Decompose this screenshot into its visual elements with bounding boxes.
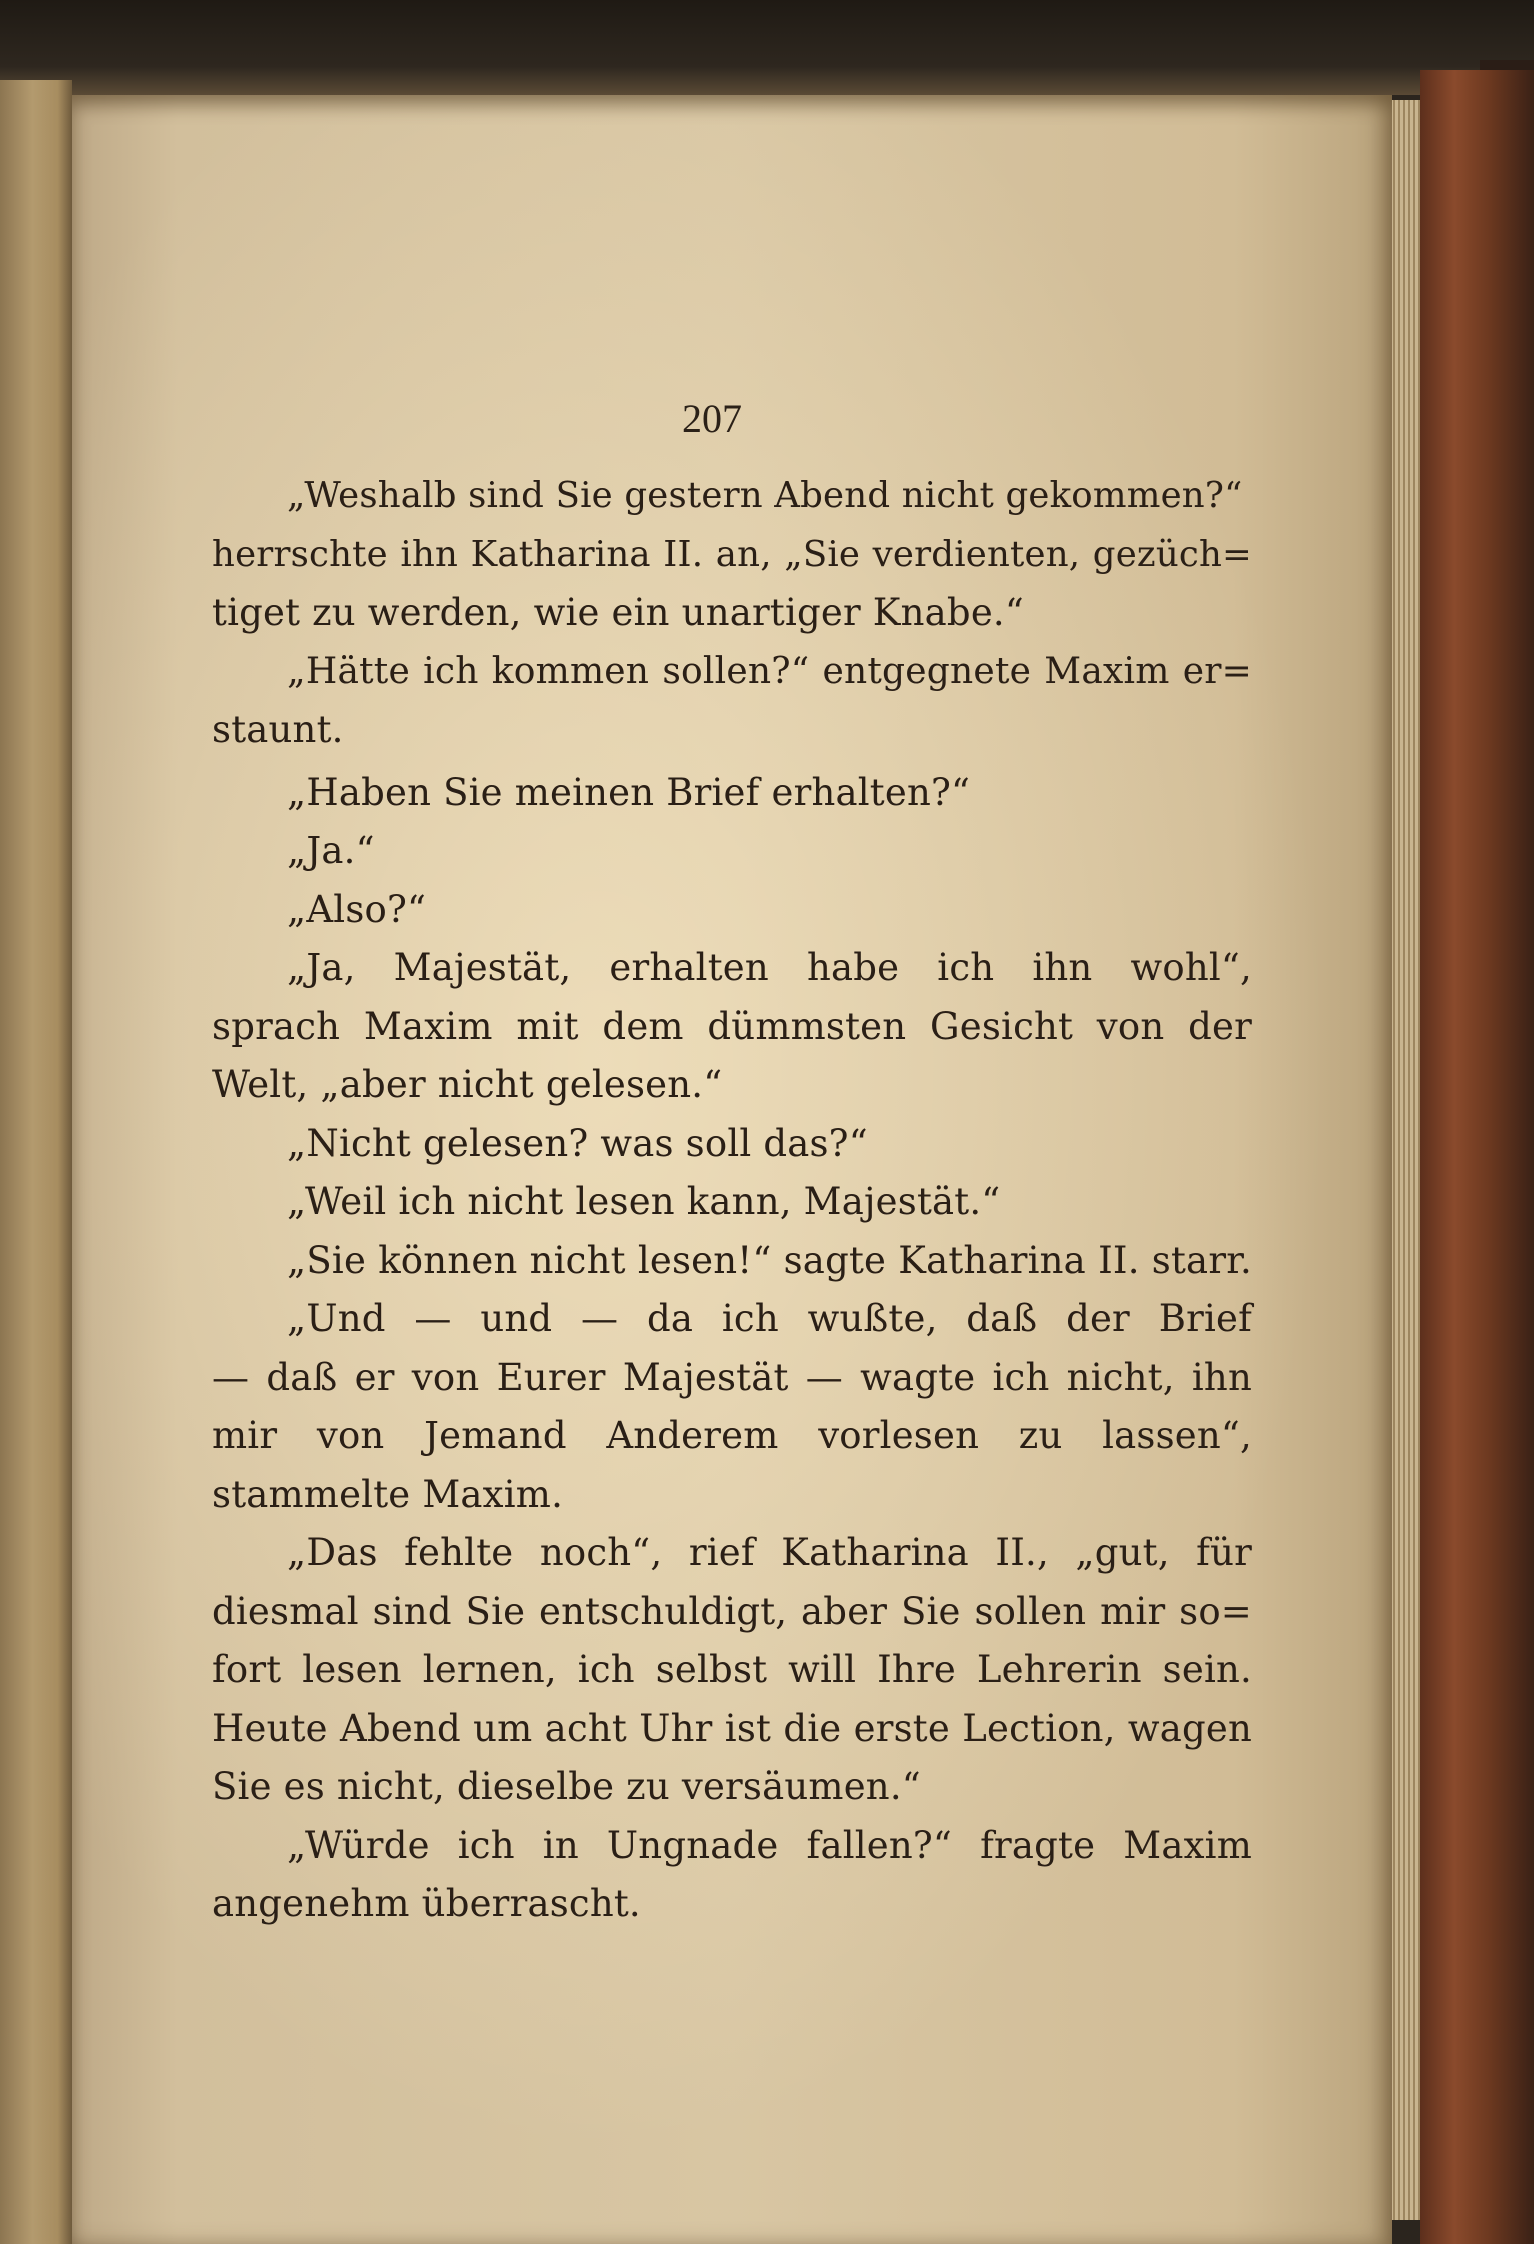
text-line: Sie es nicht, dieselbe zu versäumen.“: [212, 1765, 921, 1808]
book-page: [72, 95, 1392, 2244]
text-line: sprach Maxim mit dem dümmsten Gesicht von der: [212, 1004, 1252, 1048]
text-line: „Würde ich in Ungnade fallen?“ fragte Maxim: [287, 1823, 1252, 1867]
text-line: herrschte ihn Katharina II. an, „Sie verdienten, gezüch=: [212, 533, 1252, 575]
text-line: „Ja, Majestät, erhalten habe ich ihn wohl“,: [287, 946, 1252, 989]
text-line: „Haben Sie meinen Brief erhalten?“: [287, 770, 971, 814]
binding-top-edge: [0, 0, 1534, 95]
text-line: „Also?“: [287, 887, 427, 931]
text-line: diesmal sind Sie entschuldigt, aber Sie sollen mir so=: [212, 1589, 1252, 1633]
text-line: tiget zu werden, wie ein unartiger Knabe.“: [212, 591, 1024, 634]
text-line: „Sie können nicht lesen!“ sagte Katharina II. starr.: [287, 1238, 1252, 1282]
text-line: stammelte Maxim.: [212, 1472, 564, 1516]
text-line: „Ja.“: [287, 829, 375, 872]
text-line: „Weshalb sind Sie gestern Abend nicht gekommen?“: [287, 475, 1243, 516]
text-line: „Weil ich nicht lesen kann, Majestät.“: [287, 1180, 1001, 1223]
body-text: [212, 467, 1252, 1934]
text-line: „Das fehlte noch“, rief Katharina II., „gut, für: [287, 1531, 1252, 1574]
text-line: — daß er von Eurer Majestät — wagte ich nicht, ihn: [212, 1355, 1252, 1399]
page-number: 207: [682, 396, 742, 441]
text-line: mir von Jemand Anderem vorlesen zu lassen“,: [212, 1414, 1252, 1457]
leather-cover: [1420, 70, 1534, 2244]
text-line: „Hätte ich kommen sollen?“ entgegnete Maxim er=: [287, 650, 1252, 692]
text-line: angenehm überrascht.: [212, 1882, 641, 1925]
text-line: Welt, „aber nicht gelesen.“: [212, 1063, 723, 1106]
text-line: „Nicht gelesen? was soll das?“: [287, 1121, 868, 1165]
text-line: staunt.: [212, 708, 344, 751]
text-line: „Und — und — da ich wußte, daß der Brief: [287, 1297, 1252, 1340]
text-line: fort lesen lernen, ich selbst will Ihre Lehrerin sein.: [212, 1648, 1252, 1691]
text-line: Heute Abend um acht Uhr ist die erste Lection, wagen: [212, 1706, 1252, 1750]
